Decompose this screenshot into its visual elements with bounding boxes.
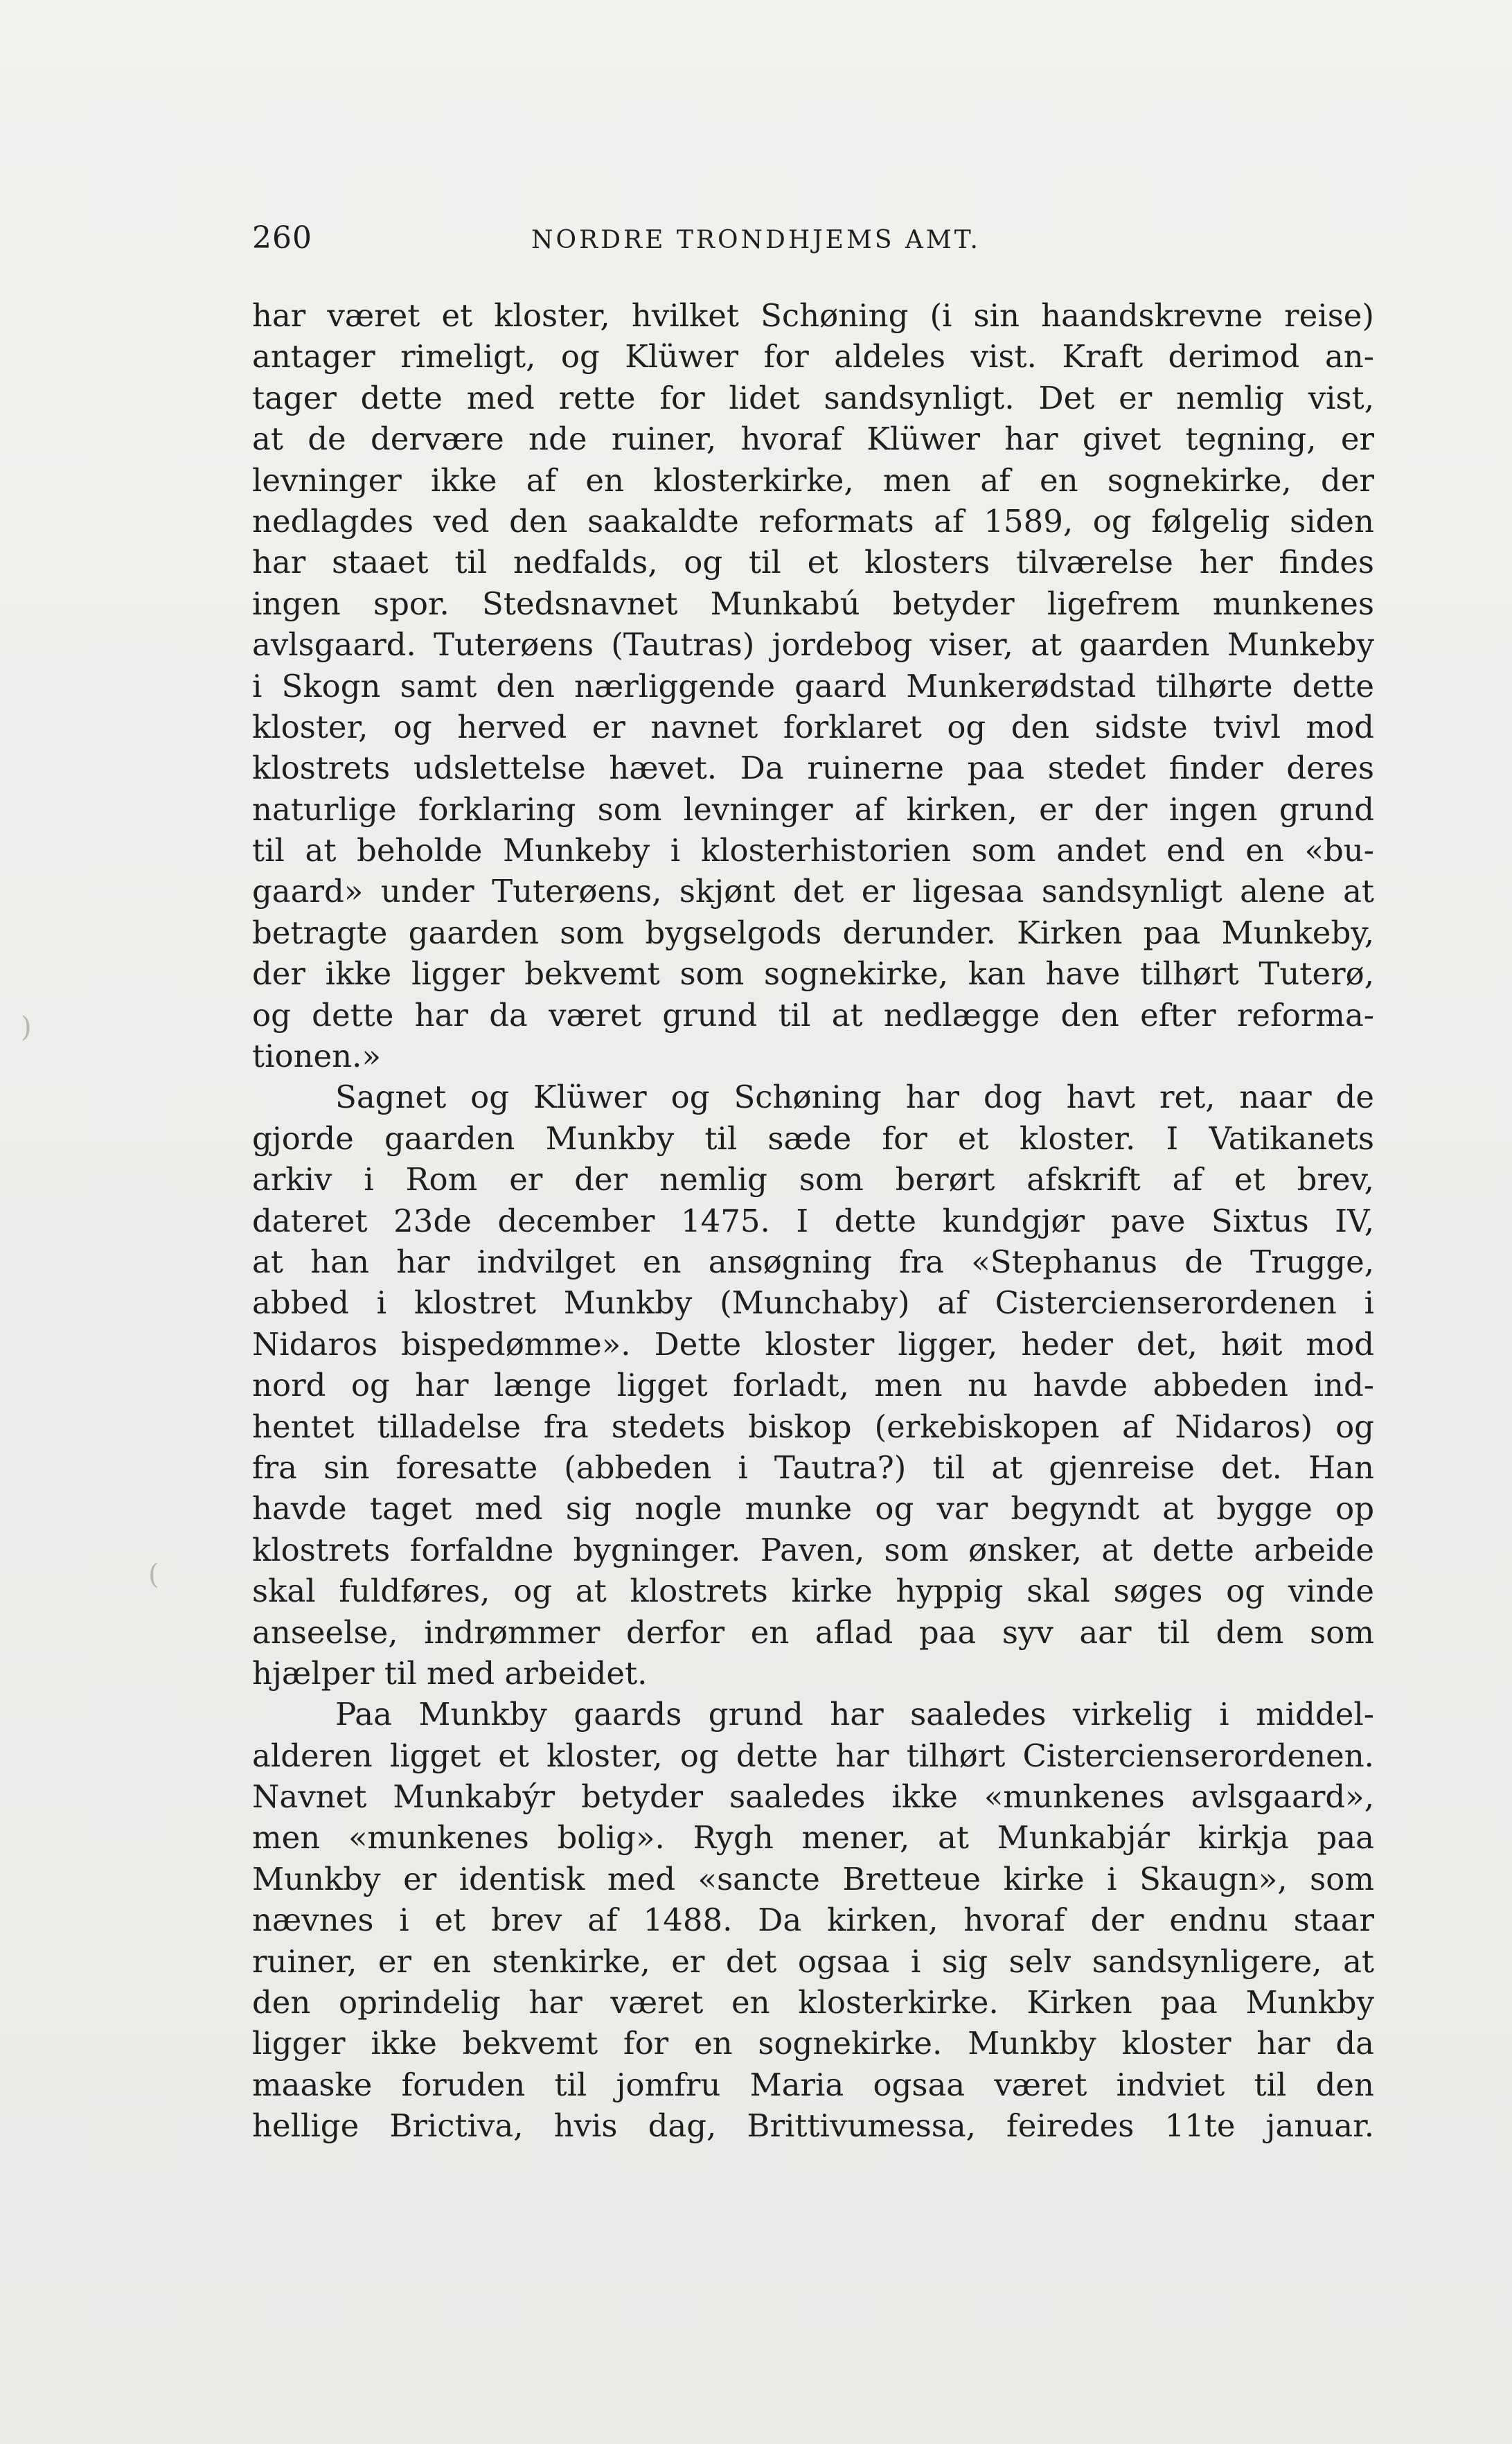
text-line: skal fuldføres, og at klostrets kirke hyppig skal søges og vinde: [252, 1573, 1374, 1610]
text-line: ligger ikke bekvemt for en sognekirke. Munkby kloster har da: [252, 2025, 1374, 2062]
text-line: kloster, og herved er navnet forklaret og den sidste tvivl mod: [252, 708, 1374, 745]
scan-mark: ): [21, 1011, 32, 1043]
text-line: tionen.»: [252, 1038, 381, 1075]
text-line: den oprindelig har været en klosterkirke. Kirken paa Munkby: [252, 1984, 1374, 2021]
text-line: klostrets udslettelse hævet. Da ruinerne paa stedet finder deres: [252, 750, 1374, 787]
text-line: betragte gaarden som bygselgods derunder. Kirken paa Munkeby,: [252, 914, 1374, 951]
text-line: har staaet til nedfalds, og til et klosters tilværelse her findes: [252, 544, 1374, 581]
text-line: gaard» under Tuterøens, skjønt det er ligesaa sandsynligt alene at: [252, 873, 1374, 910]
text-line: Nidaros bispedømme». Dette kloster ligger, heder det, høit mod: [252, 1325, 1374, 1363]
paragraph-first-line: Sagnet og Klüwer og Schøning har dog havt ret, naar de: [335, 1079, 1374, 1116]
scan-mark: (: [148, 1559, 159, 1591]
text-line: abbed i klostret Munkby (Munchaby) af Cistercienserordenen i: [252, 1284, 1374, 1322]
text-line: fra sin foresatte (abbeden i Tautra?) til at gjenreise det. Han: [252, 1449, 1374, 1486]
paragraph-first-line: Paa Munkby gaards grund har saaledes virkelig i middel-: [335, 1696, 1374, 1733]
text-line: at de dervære nde ruiner, hvoraf Klüwer har givet tegning, er: [252, 420, 1374, 458]
text-line: Munkby er identisk med «sancte Bretteue kirke i Skaugn», som: [252, 1860, 1374, 1897]
text-line: naturlige forklaring som levninger af kirken, er der ingen grund: [252, 790, 1374, 828]
text-line: levninger ikke af en klosterkirke, men af en sognekirke, der: [252, 461, 1374, 499]
text-line: Navnet Munkabýr betyder saaledes ikke «munkenes avlsgaard»,: [252, 1778, 1374, 1816]
text-line: nævnes i et brev af 1488. Da kirken, hvoraf der endnu staar: [252, 1902, 1374, 1939]
text-line: gjorde gaarden Munkby til sæde for et kloster. I Vatikanets: [252, 1119, 1374, 1157]
text-line: avlsgaard. Tuterøens (Tautras) jordebog viser, at gaarden Munkeby: [252, 626, 1374, 664]
body-text: [252, 295, 1374, 2147]
text-line: hellige Brictiva, hvis dag, Brittivumessa, feiredes 11te januar.: [252, 2107, 1374, 2145]
text-line: maaske foruden til jomfru Maria ogsaa været indviet til den: [252, 2066, 1374, 2103]
text-line: at han har indvilget en ansøgning fra «Stephanus de Trugge,: [252, 1243, 1374, 1280]
text-line: hjælper til med arbeidet.: [252, 1654, 648, 1692]
text-line: nord og har længe ligget forladt, men nu havde abbeden ind-: [252, 1367, 1374, 1404]
text-line: dateret 23de december 1475. I dette kundgjør pave Sixtus IV,: [252, 1202, 1374, 1239]
text-line: havde taget med sig nogle munke og var begyndt at bygge op: [252, 1490, 1374, 1528]
text-line: i Skogn samt den nærliggende gaard Munkerødstad tilhørte dette: [252, 667, 1374, 705]
text-line: klostrets forfaldne bygninger. Paven, som ønsker, at dette arbeide: [252, 1531, 1374, 1568]
text-line: ingen spor. Stedsnavnet Munkabú betyder ligefrem munkenes: [252, 585, 1374, 622]
text-line: hentet tilladelse fra stedets biskop (erkebiskopen af Nidaros) og: [252, 1408, 1374, 1445]
text-line: anseelse, indrømmer derfor en aflad paa syv aar til dem som: [252, 1613, 1374, 1651]
text-line: tager dette med rette for lidet sandsynligt. Det er nemlig vist,: [252, 379, 1374, 416]
text-line: antager rimeligt, og Klüwer for aldeles vist. Kraft derimod an-: [252, 338, 1374, 375]
running-head: NORDRE TRONDHJEMS AMT.: [531, 226, 981, 254]
text-line: har været et kloster, hvilket Schøning (i sin haandskrevne reise): [252, 297, 1374, 334]
text-line: og dette har da været grund til at nedlægge den efter reforma-: [252, 996, 1374, 1034]
text-line: der ikke ligger bekvemt som sognekirke, kan have tilhørt Tuterø,: [252, 955, 1374, 993]
page-number: 260: [252, 220, 312, 256]
text-line: ruiner, er en stenkirke, er det ogsaa i sig selv sandsynligere, at: [252, 1942, 1374, 1980]
text-line: alderen ligget et kloster, og dette har tilhørt Cistercienserordenen.: [252, 1737, 1374, 1774]
text-line: til at beholde Munkeby i klosterhistorien som andet end en «bu-: [252, 832, 1374, 869]
text-line: nedlagdes ved den saakaldte reformats af 1589, og følgelig siden: [252, 502, 1374, 540]
text-line: arkiv i Rom er der nemlig som berørt afskrift af et brev,: [252, 1161, 1374, 1198]
text-line: men «munkenes bolig». Rygh mener, at Munkabjár kirkja paa: [252, 1819, 1374, 1857]
